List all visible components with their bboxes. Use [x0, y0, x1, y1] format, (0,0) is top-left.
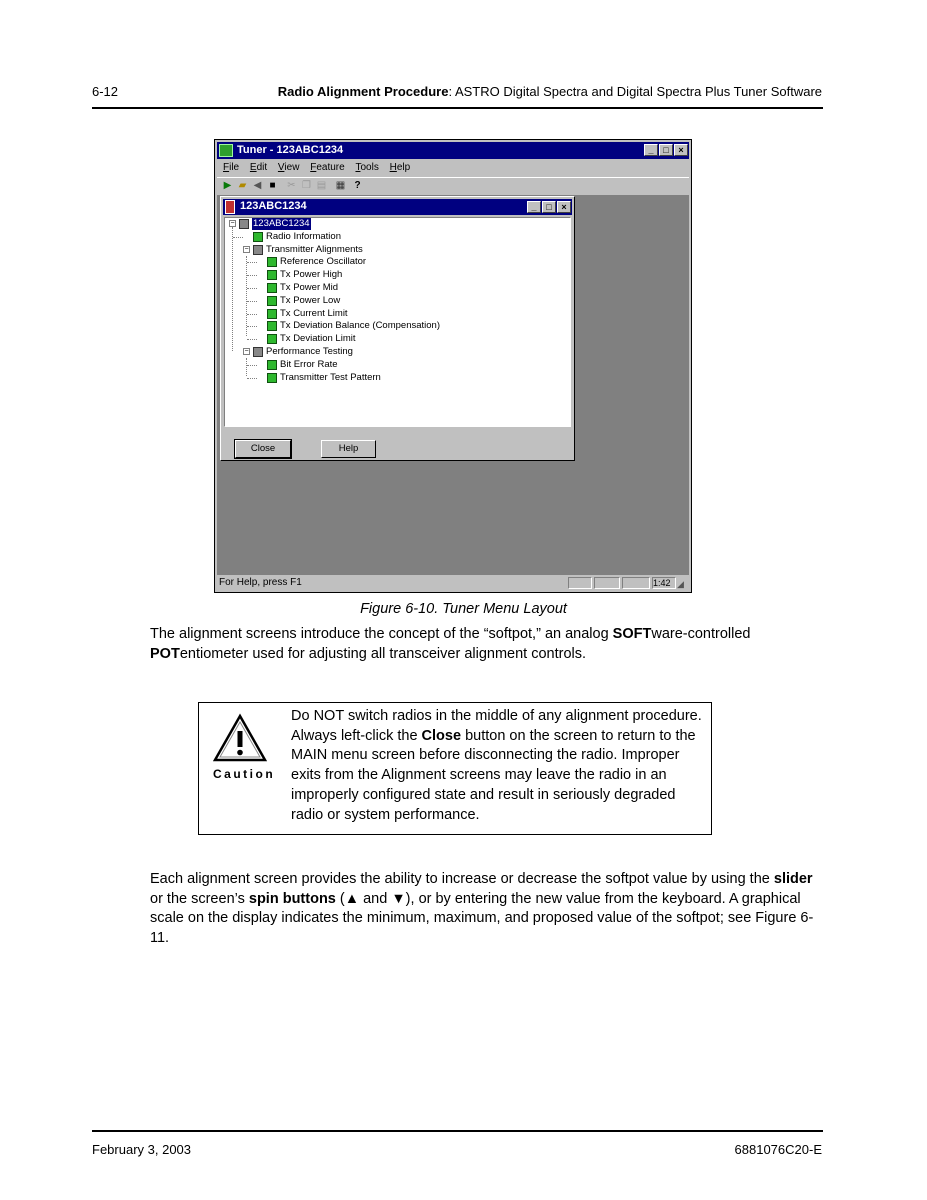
menu-bar — [217, 160, 689, 176]
tree-node-label: Bit Error Rate — [280, 359, 338, 370]
alignment-icon — [267, 360, 277, 370]
minimize-button[interactable]: _ — [644, 144, 658, 156]
open-folder-icon[interactable]: ▰ — [238, 180, 247, 191]
tree-node-label: Transmitter Alignments — [266, 244, 363, 255]
collapse-root-toggle[interactable]: − — [230, 220, 235, 227]
close-window-button[interactable]: × — [674, 144, 688, 156]
alignment-icon — [253, 232, 263, 242]
alignment-icon — [267, 309, 277, 319]
status-cell — [594, 577, 620, 589]
tree-line — [247, 314, 257, 315]
copy-icon[interactable]: ❐ — [302, 180, 311, 191]
tree-node-label: Tx Current Limit — [280, 308, 348, 319]
alignment-icon — [267, 270, 277, 280]
help-icon[interactable]: ? — [354, 180, 361, 191]
tree-node-label: Performance Testing — [266, 346, 353, 357]
tree-line — [247, 301, 257, 302]
tree-node-label: Radio Information — [266, 231, 341, 242]
tuner-title: Tuner - 123ABC1234 — [237, 144, 344, 156]
menu-view[interactable]: View — [277, 162, 300, 173]
body-bold-slider: slider — [773, 871, 813, 887]
radio-icon — [225, 200, 235, 214]
footer-date: February 3, 2003 — [92, 1142, 192, 1157]
footer-doc-number: 6881076C20-E — [734, 1142, 822, 1157]
run-icon[interactable]: ▶ — [223, 180, 232, 191]
child-close-button[interactable]: × — [557, 201, 571, 213]
tree-node-label: 123ABC1234 — [253, 218, 310, 229]
caution-box — [198, 702, 712, 835]
body-text: (▲ and ▼), or by entering the new value from the keyboard. A graphical scale on the display indicates the minimum, maximum, and proposed value of the softpot; see Figure 6-11. — [150, 890, 814, 946]
figure-caption: Figure 6-10. Tuner Menu Layout — [360, 601, 567, 617]
header-title-bold: Radio Alignment Procedure — [277, 84, 449, 99]
tuner-app-icon — [219, 144, 233, 157]
child-minimize-button[interactable]: _ — [527, 201, 541, 213]
child-title-bar[interactable] — [223, 199, 572, 215]
paste-icon[interactable]: ▤ — [316, 180, 327, 191]
intro-bold-soft: SOFT — [612, 626, 652, 642]
tree-line — [232, 227, 233, 351]
tree-line — [247, 262, 257, 263]
caution-text — [291, 707, 705, 825]
caution-label: Caution — [213, 767, 276, 781]
tree-line — [247, 288, 257, 289]
status-text: For Help, press F1 — [219, 577, 302, 588]
menu-tools[interactable]: Tools — [355, 162, 379, 173]
tree-node-label: Tx Power High — [280, 269, 343, 280]
alignment-icon — [267, 283, 277, 293]
tree-line — [233, 237, 243, 238]
child-title: 123ABC1234 — [240, 200, 307, 212]
tree-node-label: Transmitter Test Pattern — [280, 372, 381, 383]
maximize-button[interactable]: □ — [659, 144, 673, 156]
softpot-paragraph — [150, 870, 828, 948]
tree-node-label: Reference Oscillator — [280, 256, 367, 267]
intro-text: entiometer used for adjusting all transceiver alignment controls. — [179, 645, 587, 662]
body-text: or the screen’s — [150, 890, 249, 907]
intro-bold-pot: POT — [150, 645, 180, 662]
alignment-icon — [267, 296, 277, 306]
tree-line — [247, 365, 257, 366]
collapse-transmitter-toggle[interactable]: − — [244, 246, 249, 253]
tree-line — [247, 339, 257, 340]
tree-node-label: Tx Power Low — [280, 295, 341, 306]
body-text: Each alignment screen provides the ability to increase or decrease the softpot value by using the — [150, 871, 774, 887]
save-icon[interactable]: ■ — [269, 180, 276, 191]
status-cell — [568, 577, 592, 589]
read-icon[interactable]: ◀ — [253, 180, 262, 191]
running-header — [278, 84, 822, 99]
menu-feature[interactable]: Feature — [310, 162, 345, 173]
menu-help[interactable]: Help — [389, 162, 411, 173]
tree-line — [246, 256, 247, 336]
cut-icon[interactable]: ✂ — [287, 180, 296, 191]
tuner-title-bar[interactable] — [217, 142, 689, 159]
child-maximize-button[interactable]: □ — [542, 201, 556, 213]
status-time: 1:42 — [652, 577, 676, 589]
intro-text: ware-controlled — [651, 626, 751, 642]
alignment-icon — [267, 321, 277, 331]
tree-node-label: Tx Deviation Balance (Compensation) — [280, 320, 440, 331]
status-bar — [217, 576, 689, 591]
collapse-performance-toggle[interactable]: − — [244, 348, 249, 355]
alignment-icon — [267, 334, 277, 344]
caution-text-part: button on the screen to return to the MAIN menu screen before disconnecting the radio. Improper exits from the Alignment screens may leave the radio in an improperly configured state and result in seriously degraded radio or system performance. — [291, 727, 696, 823]
help-button[interactable]: Help — [321, 440, 376, 458]
caution-text-part: Do NOT switch radios in the middle of any alignment procedure. Always left-click the — [291, 708, 702, 744]
tree-line — [247, 326, 257, 327]
header-title-rest: : ASTRO Digital Spectra and Digital Spectra Plus Tuner Software — [448, 84, 822, 99]
footer-rule — [92, 1130, 823, 1132]
tuner-window — [214, 139, 692, 593]
radio-child-window — [220, 196, 575, 461]
toolbar — [217, 177, 689, 196]
folder-icon — [253, 245, 263, 255]
mdi-workspace — [217, 195, 689, 575]
resize-grip-icon[interactable]: ◢ — [677, 579, 684, 589]
folder-icon — [253, 347, 263, 357]
tree-node-label: Tx Power Mid — [280, 282, 339, 293]
caution-icon — [213, 713, 267, 763]
tree-line — [247, 275, 257, 276]
page-number: 6-12 — [92, 84, 119, 99]
alignment-icon — [267, 373, 277, 383]
print-icon[interactable]: ▦ — [335, 180, 346, 191]
intro-paragraph — [150, 625, 828, 664]
tree-line — [247, 378, 257, 379]
tree-line — [246, 358, 247, 376]
alignment-tree — [224, 217, 571, 427]
close-button[interactable]: Close — [235, 440, 291, 458]
radio-node-icon — [239, 219, 249, 229]
body-bold-spin-buttons: spin buttons — [248, 890, 336, 907]
menu-edit[interactable]: Edit — [249, 162, 268, 173]
caution-bold-close: Close — [421, 727, 462, 744]
menu-file[interactable]: File — [223, 162, 240, 173]
status-cell — [622, 577, 650, 589]
header-rule — [92, 107, 823, 109]
tree-node-label: Tx Deviation Limit — [280, 333, 356, 344]
intro-text: The alignment screens introduce the concept of the “softpot,” an analog — [150, 626, 613, 642]
alignment-icon — [267, 257, 277, 267]
